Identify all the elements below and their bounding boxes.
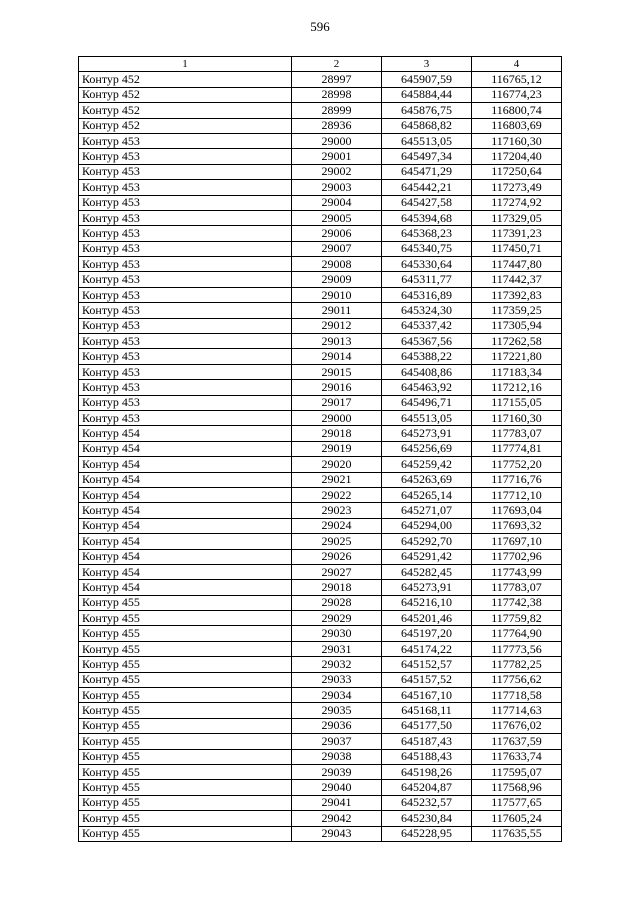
y-coordinate-cell: 116774,23 — [472, 87, 562, 102]
point-number-cell: 29002 — [292, 164, 382, 179]
y-coordinate-cell: 116765,12 — [472, 72, 562, 87]
table-row — [79, 472, 562, 487]
y-coordinate-cell: 117783,07 — [472, 580, 562, 595]
point-number-cell: 29005 — [292, 210, 382, 225]
contour-name-cell: Контур 453 — [79, 334, 292, 349]
table-row — [79, 626, 562, 641]
point-number-cell: 29010 — [292, 287, 382, 302]
y-coordinate-cell: 117262,58 — [472, 334, 562, 349]
y-coordinate-cell: 117273,49 — [472, 180, 562, 195]
contour-name-cell: Контур 454 — [79, 457, 292, 472]
point-number-cell: 29017 — [292, 395, 382, 410]
contour-name-cell: Контур 453 — [79, 349, 292, 364]
x-coordinate-cell: 645394,68 — [382, 210, 472, 225]
x-coordinate-cell: 645256,69 — [382, 441, 472, 456]
table-row — [79, 749, 562, 764]
table-row — [79, 318, 562, 333]
contour-name-cell: Контур 453 — [79, 241, 292, 256]
y-coordinate-cell: 117718,58 — [472, 688, 562, 703]
table-row — [79, 718, 562, 733]
y-coordinate-cell: 117183,34 — [472, 364, 562, 379]
contour-name-cell: Контур 453 — [79, 410, 292, 425]
y-coordinate-cell: 116800,74 — [472, 103, 562, 118]
x-coordinate-cell: 645174,22 — [382, 641, 472, 656]
x-coordinate-cell: 645442,21 — [382, 180, 472, 195]
point-number-cell: 29040 — [292, 780, 382, 795]
contour-name-cell: Контур 455 — [79, 826, 292, 841]
y-coordinate-cell: 117212,16 — [472, 380, 562, 395]
y-coordinate-cell: 117577,65 — [472, 795, 562, 810]
point-number-cell: 29006 — [292, 226, 382, 241]
contour-name-cell: Контур 453 — [79, 226, 292, 241]
table-row — [79, 764, 562, 779]
y-coordinate-cell: 117637,59 — [472, 734, 562, 749]
table-row — [79, 395, 562, 410]
point-number-cell: 29038 — [292, 749, 382, 764]
point-number-cell: 29015 — [292, 364, 382, 379]
y-coordinate-cell: 117759,82 — [472, 611, 562, 626]
point-number-cell: 29016 — [292, 380, 382, 395]
point-number-cell: 29037 — [292, 734, 382, 749]
contour-name-cell: Контур 455 — [79, 749, 292, 764]
table-row — [79, 641, 562, 656]
contour-name-cell: Контур 453 — [79, 133, 292, 148]
x-coordinate-cell: 645204,87 — [382, 780, 472, 795]
y-coordinate-cell: 117595,07 — [472, 764, 562, 779]
y-coordinate-cell: 117305,94 — [472, 318, 562, 333]
table-row — [79, 272, 562, 287]
y-coordinate-cell: 117783,07 — [472, 426, 562, 441]
point-number-cell: 28999 — [292, 103, 382, 118]
point-number-cell: 29032 — [292, 657, 382, 672]
point-number-cell: 29009 — [292, 272, 382, 287]
point-number-cell: 29025 — [292, 534, 382, 549]
point-number-cell: 29008 — [292, 257, 382, 272]
contour-name-cell: Контур 454 — [79, 534, 292, 549]
x-coordinate-cell: 645311,77 — [382, 272, 472, 287]
table-body — [79, 57, 562, 842]
contour-name-cell: Контур 455 — [79, 641, 292, 656]
contour-name-cell: Контур 453 — [79, 318, 292, 333]
point-number-cell: 28936 — [292, 118, 382, 133]
table-row — [79, 534, 562, 549]
y-coordinate-cell: 117160,30 — [472, 133, 562, 148]
table-row — [79, 518, 562, 533]
contour-name-cell: Контур 453 — [79, 364, 292, 379]
contour-name-cell: Контур 454 — [79, 441, 292, 456]
table-row — [79, 564, 562, 579]
x-coordinate-cell: 645273,91 — [382, 426, 472, 441]
x-coordinate-cell: 645513,05 — [382, 410, 472, 425]
column-header: 4 — [472, 57, 562, 72]
y-coordinate-cell: 117155,05 — [472, 395, 562, 410]
contour-name-cell: Контур 454 — [79, 518, 292, 533]
x-coordinate-cell: 645471,29 — [382, 164, 472, 179]
y-coordinate-cell: 117752,20 — [472, 457, 562, 472]
point-number-cell: 29024 — [292, 518, 382, 533]
y-coordinate-cell: 117756,62 — [472, 672, 562, 687]
contour-name-cell: Контур 453 — [79, 395, 292, 410]
y-coordinate-cell: 117329,05 — [472, 210, 562, 225]
table-row — [79, 164, 562, 179]
table-row — [79, 303, 562, 318]
point-number-cell: 29000 — [292, 410, 382, 425]
x-coordinate-cell: 645884,44 — [382, 87, 472, 102]
y-coordinate-cell: 116803,69 — [472, 118, 562, 133]
y-coordinate-cell: 117633,74 — [472, 749, 562, 764]
contour-name-cell: Контур 453 — [79, 303, 292, 318]
y-coordinate-cell: 117676,02 — [472, 718, 562, 733]
contour-name-cell: Контур 454 — [79, 580, 292, 595]
table-row — [79, 180, 562, 195]
x-coordinate-cell: 645177,50 — [382, 718, 472, 733]
x-coordinate-cell: 645216,10 — [382, 595, 472, 610]
contour-name-cell: Контур 455 — [79, 795, 292, 810]
table-row — [79, 410, 562, 425]
x-coordinate-cell: 645197,20 — [382, 626, 472, 641]
x-coordinate-cell: 645337,42 — [382, 318, 472, 333]
table-row — [79, 257, 562, 272]
contour-name-cell: Контур 455 — [79, 626, 292, 641]
x-coordinate-cell: 645168,11 — [382, 703, 472, 718]
contour-name-cell: Контур 455 — [79, 672, 292, 687]
table-row — [79, 118, 562, 133]
table-row — [79, 688, 562, 703]
y-coordinate-cell: 117743,99 — [472, 564, 562, 579]
x-coordinate-cell: 645273,91 — [382, 580, 472, 595]
contour-name-cell: Контур 455 — [79, 688, 292, 703]
contour-name-cell: Контур 453 — [79, 287, 292, 302]
contour-name-cell: Контур 453 — [79, 164, 292, 179]
y-coordinate-cell: 117442,37 — [472, 272, 562, 287]
y-coordinate-cell: 117250,64 — [472, 164, 562, 179]
x-coordinate-cell: 645340,75 — [382, 241, 472, 256]
x-coordinate-cell: 645408,86 — [382, 364, 472, 379]
point-number-cell: 29004 — [292, 195, 382, 210]
y-coordinate-cell: 117714,63 — [472, 703, 562, 718]
point-number-cell: 29041 — [292, 795, 382, 810]
point-number-cell: 29012 — [292, 318, 382, 333]
table-row — [79, 195, 562, 210]
table-row — [79, 364, 562, 379]
x-coordinate-cell: 645292,70 — [382, 534, 472, 549]
contour-name-cell: Контур 455 — [79, 718, 292, 733]
point-number-cell: 29021 — [292, 472, 382, 487]
point-number-cell: 29007 — [292, 241, 382, 256]
y-coordinate-cell: 117392,83 — [472, 287, 562, 302]
point-number-cell: 29020 — [292, 457, 382, 472]
coordinates-table — [78, 56, 562, 842]
x-coordinate-cell: 645228,95 — [382, 826, 472, 841]
page-number: 596 — [310, 19, 330, 34]
table-row — [79, 595, 562, 610]
table-row — [79, 72, 562, 87]
x-coordinate-cell: 645388,22 — [382, 349, 472, 364]
x-coordinate-cell: 645230,84 — [382, 811, 472, 826]
y-coordinate-cell: 117774,81 — [472, 441, 562, 456]
x-coordinate-cell: 645497,34 — [382, 149, 472, 164]
point-number-cell: 29018 — [292, 426, 382, 441]
contour-name-cell: Контур 454 — [79, 503, 292, 518]
y-coordinate-cell: 117359,25 — [472, 303, 562, 318]
point-number-cell: 29043 — [292, 826, 382, 841]
contour-name-cell: Контур 453 — [79, 272, 292, 287]
point-number-cell: 28997 — [292, 72, 382, 87]
x-coordinate-cell: 645463,92 — [382, 380, 472, 395]
x-coordinate-cell: 645330,64 — [382, 257, 472, 272]
y-coordinate-cell: 117782,25 — [472, 657, 562, 672]
table-row — [79, 826, 562, 841]
table-row — [79, 657, 562, 672]
point-number-cell: 29039 — [292, 764, 382, 779]
table-row — [79, 780, 562, 795]
y-coordinate-cell: 117635,55 — [472, 826, 562, 841]
point-number-cell: 29023 — [292, 503, 382, 518]
x-coordinate-cell: 645271,07 — [382, 503, 472, 518]
table-header-row — [79, 57, 562, 72]
x-coordinate-cell: 645367,56 — [382, 334, 472, 349]
point-number-cell: 29003 — [292, 180, 382, 195]
x-coordinate-cell: 645316,89 — [382, 287, 472, 302]
x-coordinate-cell: 645157,52 — [382, 672, 472, 687]
y-coordinate-cell: 117204,40 — [472, 149, 562, 164]
table-row — [79, 611, 562, 626]
table-row — [79, 241, 562, 256]
contour-name-cell: Контур 453 — [79, 195, 292, 210]
x-coordinate-cell: 645907,59 — [382, 72, 472, 87]
table-row — [79, 149, 562, 164]
point-number-cell: 29011 — [292, 303, 382, 318]
x-coordinate-cell: 645427,58 — [382, 195, 472, 210]
x-coordinate-cell: 645259,42 — [382, 457, 472, 472]
table-row — [79, 426, 562, 441]
table-row — [79, 287, 562, 302]
x-coordinate-cell: 645201,46 — [382, 611, 472, 626]
contour-name-cell: Контур 454 — [79, 426, 292, 441]
x-coordinate-cell: 645368,23 — [382, 226, 472, 241]
contour-name-cell: Контур 455 — [79, 811, 292, 826]
point-number-cell: 29030 — [292, 626, 382, 641]
y-coordinate-cell: 117702,96 — [472, 549, 562, 564]
table-row — [79, 380, 562, 395]
point-number-cell: 29034 — [292, 688, 382, 703]
column-header: 3 — [382, 57, 472, 72]
contour-name-cell: Контур 454 — [79, 487, 292, 502]
x-coordinate-cell: 645876,75 — [382, 103, 472, 118]
y-coordinate-cell: 117742,38 — [472, 595, 562, 610]
point-number-cell: 29022 — [292, 487, 382, 502]
point-number-cell: 29031 — [292, 641, 382, 656]
x-coordinate-cell: 645291,42 — [382, 549, 472, 564]
x-coordinate-cell: 645265,14 — [382, 487, 472, 502]
y-coordinate-cell: 117274,92 — [472, 195, 562, 210]
x-coordinate-cell: 645868,82 — [382, 118, 472, 133]
point-number-cell: 29001 — [292, 149, 382, 164]
x-coordinate-cell: 645324,30 — [382, 303, 472, 318]
table-row — [79, 334, 562, 349]
contour-name-cell: Контур 452 — [79, 72, 292, 87]
contour-name-cell: Контур 454 — [79, 472, 292, 487]
y-coordinate-cell: 117605,24 — [472, 811, 562, 826]
point-number-cell: 29035 — [292, 703, 382, 718]
contour-name-cell: Контур 453 — [79, 149, 292, 164]
contour-name-cell: Контур 452 — [79, 87, 292, 102]
point-number-cell: 29000 — [292, 133, 382, 148]
y-coordinate-cell: 117447,80 — [472, 257, 562, 272]
y-coordinate-cell: 117450,71 — [472, 241, 562, 256]
table-row — [79, 549, 562, 564]
table-row — [79, 672, 562, 687]
y-coordinate-cell: 117391,23 — [472, 226, 562, 241]
x-coordinate-cell: 645232,57 — [382, 795, 472, 810]
table-row — [79, 133, 562, 148]
table-row — [79, 503, 562, 518]
point-number-cell: 29026 — [292, 549, 382, 564]
y-coordinate-cell: 117693,04 — [472, 503, 562, 518]
contour-name-cell: Контур 452 — [79, 118, 292, 133]
y-coordinate-cell: 117693,32 — [472, 518, 562, 533]
table-row — [79, 734, 562, 749]
contour-name-cell: Контур 453 — [79, 210, 292, 225]
x-coordinate-cell: 645496,71 — [382, 395, 472, 410]
table-row — [79, 457, 562, 472]
point-number-cell: 29036 — [292, 718, 382, 733]
contour-name-cell: Контур 455 — [79, 611, 292, 626]
contour-name-cell: Контур 455 — [79, 764, 292, 779]
y-coordinate-cell: 117764,90 — [472, 626, 562, 641]
x-coordinate-cell: 645152,57 — [382, 657, 472, 672]
contour-name-cell: Контур 455 — [79, 780, 292, 795]
table-row — [79, 349, 562, 364]
table-row — [79, 87, 562, 102]
table-row — [79, 811, 562, 826]
point-number-cell: 29042 — [292, 811, 382, 826]
table-row — [79, 580, 562, 595]
y-coordinate-cell: 117221,80 — [472, 349, 562, 364]
contour-name-cell: Контур 455 — [79, 703, 292, 718]
point-number-cell: 29027 — [292, 564, 382, 579]
x-coordinate-cell: 645282,45 — [382, 564, 472, 579]
point-number-cell: 29029 — [292, 611, 382, 626]
table-row — [79, 441, 562, 456]
y-coordinate-cell: 117568,96 — [472, 780, 562, 795]
x-coordinate-cell: 645188,43 — [382, 749, 472, 764]
contour-name-cell: Контур 455 — [79, 734, 292, 749]
point-number-cell: 29014 — [292, 349, 382, 364]
y-coordinate-cell: 117697,10 — [472, 534, 562, 549]
point-number-cell: 29013 — [292, 334, 382, 349]
point-number-cell: 29028 — [292, 595, 382, 610]
contour-name-cell: Контур 453 — [79, 257, 292, 272]
x-coordinate-cell: 645187,43 — [382, 734, 472, 749]
table-row — [79, 210, 562, 225]
table-row — [79, 103, 562, 118]
contour-name-cell: Контур 453 — [79, 380, 292, 395]
contour-name-cell: Контур 453 — [79, 180, 292, 195]
table-row — [79, 795, 562, 810]
x-coordinate-cell: 645167,10 — [382, 688, 472, 703]
column-header: 2 — [292, 57, 382, 72]
table-row — [79, 487, 562, 502]
contour-name-cell: Контур 455 — [79, 657, 292, 672]
table-row — [79, 703, 562, 718]
y-coordinate-cell: 117716,76 — [472, 472, 562, 487]
point-number-cell: 29018 — [292, 580, 382, 595]
contour-name-cell: Контур 455 — [79, 595, 292, 610]
point-number-cell: 29019 — [292, 441, 382, 456]
contour-name-cell: Контур 452 — [79, 103, 292, 118]
x-coordinate-cell: 645198,26 — [382, 764, 472, 779]
point-number-cell: 29033 — [292, 672, 382, 687]
contour-name-cell: Контур 454 — [79, 564, 292, 579]
x-coordinate-cell: 645294,00 — [382, 518, 472, 533]
contour-name-cell: Контур 454 — [79, 549, 292, 564]
y-coordinate-cell: 117712,10 — [472, 487, 562, 502]
y-coordinate-cell: 117160,30 — [472, 410, 562, 425]
point-number-cell: 28998 — [292, 87, 382, 102]
column-header: 1 — [79, 57, 292, 72]
table-row — [79, 226, 562, 241]
x-coordinate-cell: 645513,05 — [382, 133, 472, 148]
y-coordinate-cell: 117773,56 — [472, 641, 562, 656]
x-coordinate-cell: 645263,69 — [382, 472, 472, 487]
